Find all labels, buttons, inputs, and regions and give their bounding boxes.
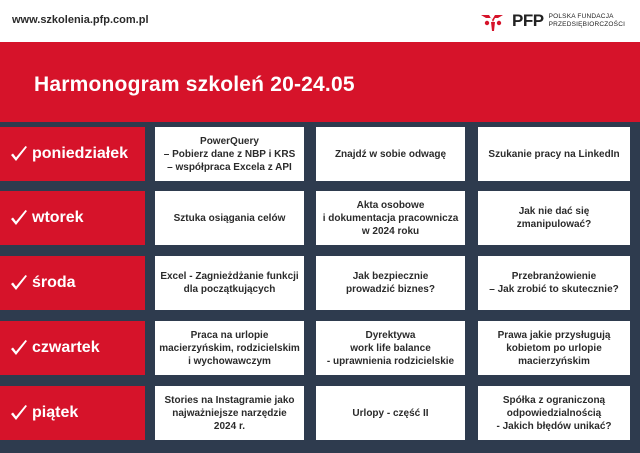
checkmark-icon [10,209,28,227]
session-cell[interactable]: Excel - Zagnieżdżanie funkcji dla początkujących [155,256,304,310]
logo-line-1: POLSKA FUNDACJA [548,13,614,20]
day-cell [0,321,145,375]
session-cell[interactable]: Przebranżowienie – Jak zrobić to skutecznie? [478,256,630,310]
schedule-row-thursday [0,321,640,375]
session-cell[interactable]: Sztuka osiągania celów [155,191,304,245]
checkmark-icon [10,145,28,163]
session-cell[interactable]: Prawa jakie przysługują kobietom po urlopie macierzyńskim [478,321,630,375]
day-label: czwartek [32,339,100,356]
schedule-row-monday [0,127,640,181]
checkmark-icon [10,404,28,422]
day-label: wtorek [32,209,84,226]
session-cell[interactable]: Stories na Instagramie jako najważniejsze narzędzie 2024 r. [155,386,304,440]
session-cell[interactable]: Dyrektywa work life balance - uprawnienia rodzicielskie [316,321,465,375]
session-cell[interactable]: Spółka z ograniczoną odpowiedzialnością - Jakich błędów unikać? [478,386,630,440]
schedule-row-wednesday [0,256,640,310]
session-cell[interactable]: Znajdź w sobie odwagę [316,127,465,181]
day-label: poniedziałek [32,145,129,162]
session-cell[interactable]: PowerQuery – Pobierz dane z NBP i KRS – współpraca Excela z API [155,127,304,181]
day-cell [0,191,145,245]
day-cell [0,256,145,310]
logo-abbreviation: PFP [512,11,544,30]
logo-full-name [549,13,626,29]
day-label: piątek [32,404,79,421]
site-url[interactable]: www.szkolenia.pfp.com.pl [12,14,149,26]
title-banner [0,42,640,122]
session-cell[interactable]: Jak nie dać się zmanipulować? [478,191,630,245]
session-cell[interactable]: Urlopy - część II [316,386,465,440]
schedule-row-friday [0,386,640,440]
top-bar [0,0,640,42]
checkmark-icon [10,274,28,292]
schedule-row-tuesday [0,191,640,245]
pfp-logo[interactable] [480,9,625,33]
logo-line-2: PRZEDSIĘBIORCZOŚCI [548,21,626,28]
checkmark-icon [10,339,28,357]
page-title: Harmonogram szkoleń 20-24.05 [34,73,355,96]
session-cell[interactable]: Praca na urlopie macierzyńskim, rodzicielskim i wychowawczym [155,321,304,375]
day-cell [0,386,145,440]
session-cell[interactable]: Jak bezpiecznie prowadzić biznes? [316,256,465,310]
pfp-logo-icon [480,9,510,33]
session-cell[interactable]: Akta osobowe i dokumentacja pracownicza w 2024 roku [316,191,465,245]
day-cell [0,127,145,181]
day-label: środa [32,274,76,291]
session-cell[interactable]: Szukanie pracy na LinkedIn [478,127,630,181]
